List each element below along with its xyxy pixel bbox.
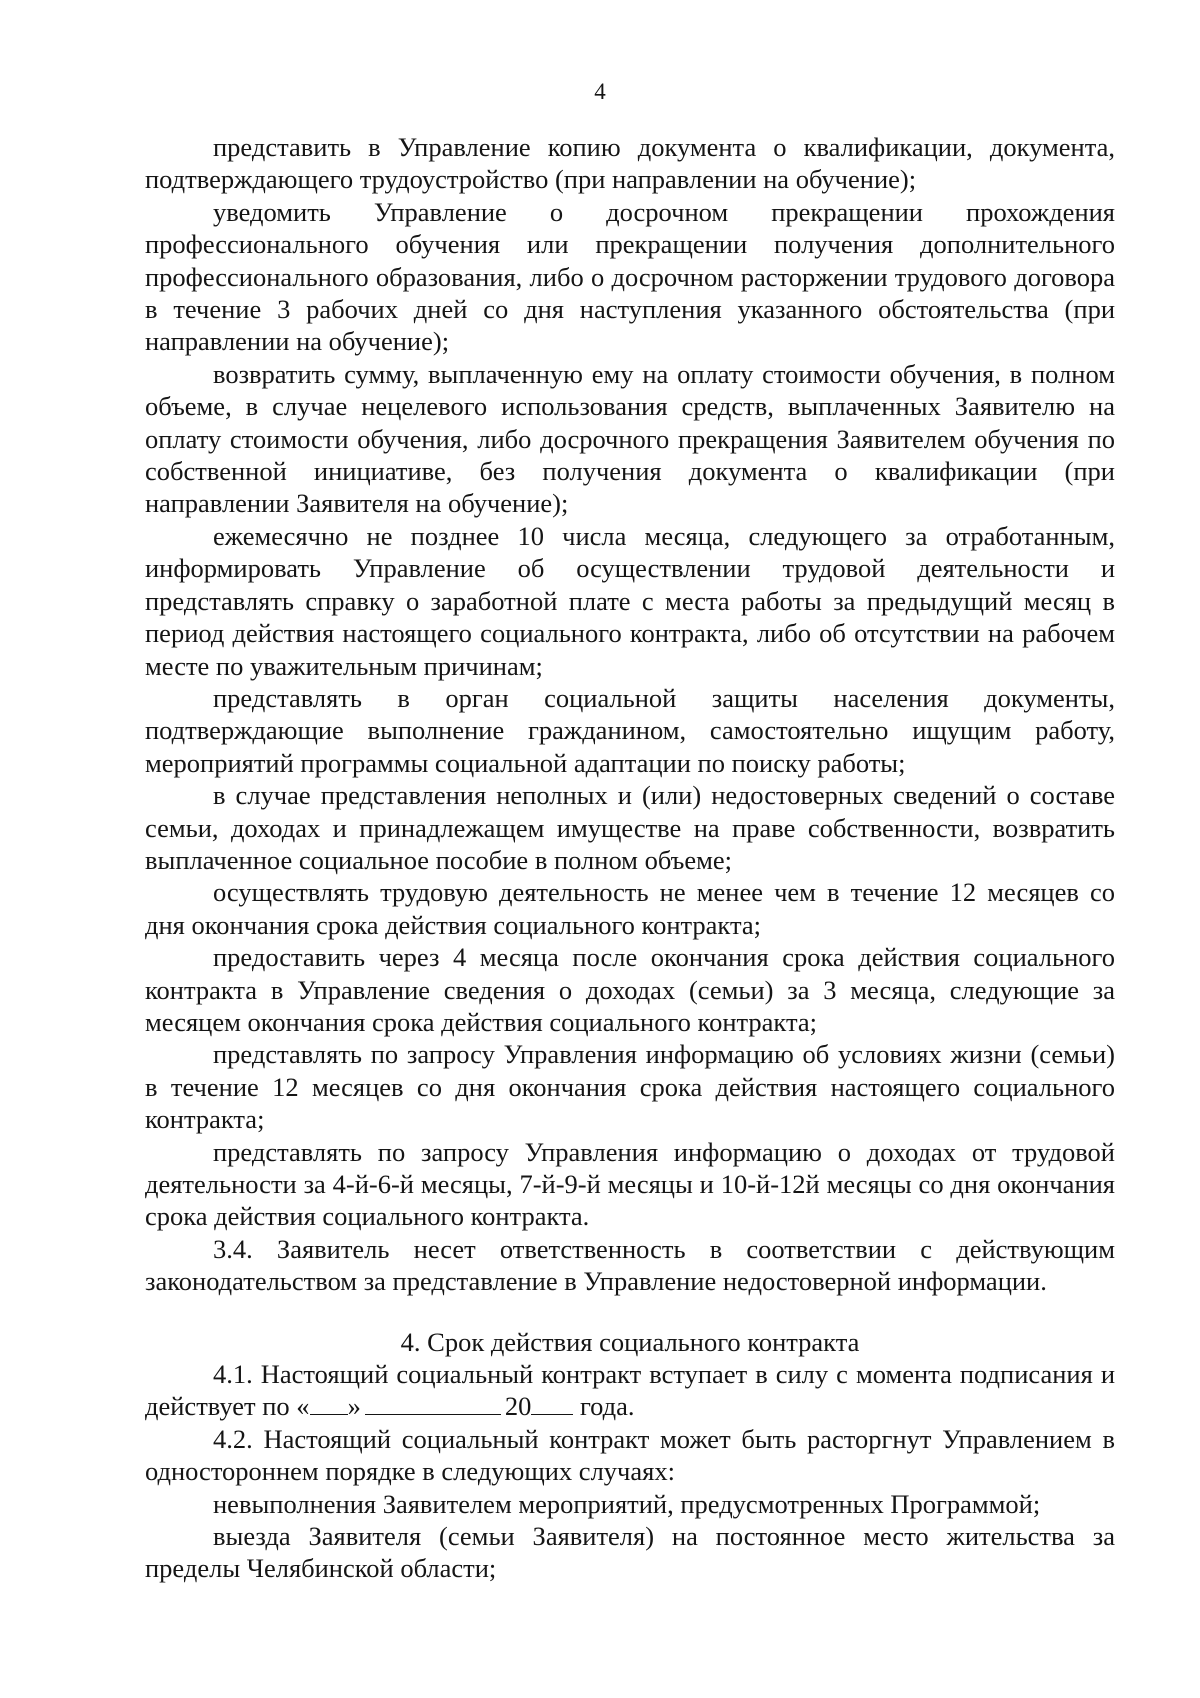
clause-4-1 (145, 1358, 1115, 1423)
obligation-paragraph: предоставить через 4 месяца после окончания срока действия социального контракта в Управление сведения о доходах (семьи) за 3 месяца, следующие за месяцем окончания срока действия социального контракта; (145, 942, 1115, 1037)
obligation-paragraph: представлять по запросу Управления информацию об условиях жизни (семьи) в течение 12 месяцев со дня окончания срока действия настоящего социального контракта; (145, 1039, 1115, 1135)
year-suffix: года. (579, 1391, 635, 1422)
obligation-paragraph: представлять в орган социальной защиты населения документы, подтверждающие выполнение гражданином, самостоятельно ищущим работу, мероприятий программы социальной адаптации по поиску работы; (145, 682, 1115, 778)
termination-case: невыполнения Заявителем мероприятий, предусмотренных Программой; (213, 1488, 1041, 1519)
section-4-title: 4. Срок действия социального контракта (400, 1326, 860, 1357)
page-number: 4 (594, 79, 606, 104)
obligation-paragraph: представить в Управление копию документа о квалификации, документа, подтверждающего трудоустройство (при направлении на обучение); (145, 132, 1115, 195)
obligation-paragraph: осуществлять трудовую деятельность не менее чем в течение 12 месяцев со дня окончания срока действия социального контракта; (145, 877, 1115, 940)
termination-case: выезда Заявителя (семьи Заявителя) на постоянное место жительства за пределы Челябинской области; (145, 1521, 1115, 1584)
year-prefix: 20 (504, 1391, 532, 1422)
section-spacer (145, 1298, 1115, 1326)
obligation-paragraph: представлять по запросу Управления информацию о доходах от трудовой деятельности за 4-й-6-й месяцы, 7-й-9-й месяцы и 10-й-12й месяцы со дня окончания срока действия социального контракта. (145, 1136, 1115, 1232)
obligation-paragraph: возвратить сумму, выплаченную ему на оплату стоимости обучения, в полном объеме, в случае нецелевого использования средств, выплаченных Заявителю на оплату стоимости обучения, либо досрочного прекращения Заявителем обучения по собственной инициативе, без получения документа о квалификации (при направлении Заявителя на обучение); (145, 358, 1115, 519)
day-blank-field (310, 1392, 348, 1415)
clause-3-4: 3.4. Заявитель несет ответственность в соответствии с действующим законодательством за представление в Управление недостоверной информации. (145, 1233, 1115, 1297)
obligation-paragraph: ежемесячно не позднее 10 числа месяца, следующего за отработанным, информировать Управление об осуществлении трудовой деятельности и представлять справку о заработной плате с места работы за предыдущий месяц в период действия настоящего социального контракта, либо об отсутствии на рабочем месте по уважительным причинам; (145, 520, 1115, 681)
obligation-paragraph: в случае представления неполных и (или) недостоверных сведений о составе семьи, доходах и принадлежащем имуществе на праве собственности, возвратить выплаченное социальное пособие в полном объеме; (145, 780, 1115, 875)
month-blank-field (365, 1392, 501, 1415)
clause-4-1-text: 4.1. Настоящий социальный контракт вступает в силу с момента подписания и действует по « (145, 1359, 1115, 1422)
obligation-paragraph: уведомить Управление о досрочном прекращении прохождения профессионального обучения или прекращении получения дополнительного профессионального образования, либо о досрочном расторжении трудового договора в течение 3 рабочих дней со дня наступления указанного обстоятельства (при направлении на обучение); (145, 196, 1115, 357)
year-blank-field (531, 1392, 573, 1415)
quote-close: » (347, 1391, 361, 1422)
clause-4-2: 4.2. Настоящий социальный контракт может быть расторгнут Управлением в одностороннем порядке в следующих случаях: (145, 1423, 1115, 1487)
document-body (145, 131, 1115, 1585)
